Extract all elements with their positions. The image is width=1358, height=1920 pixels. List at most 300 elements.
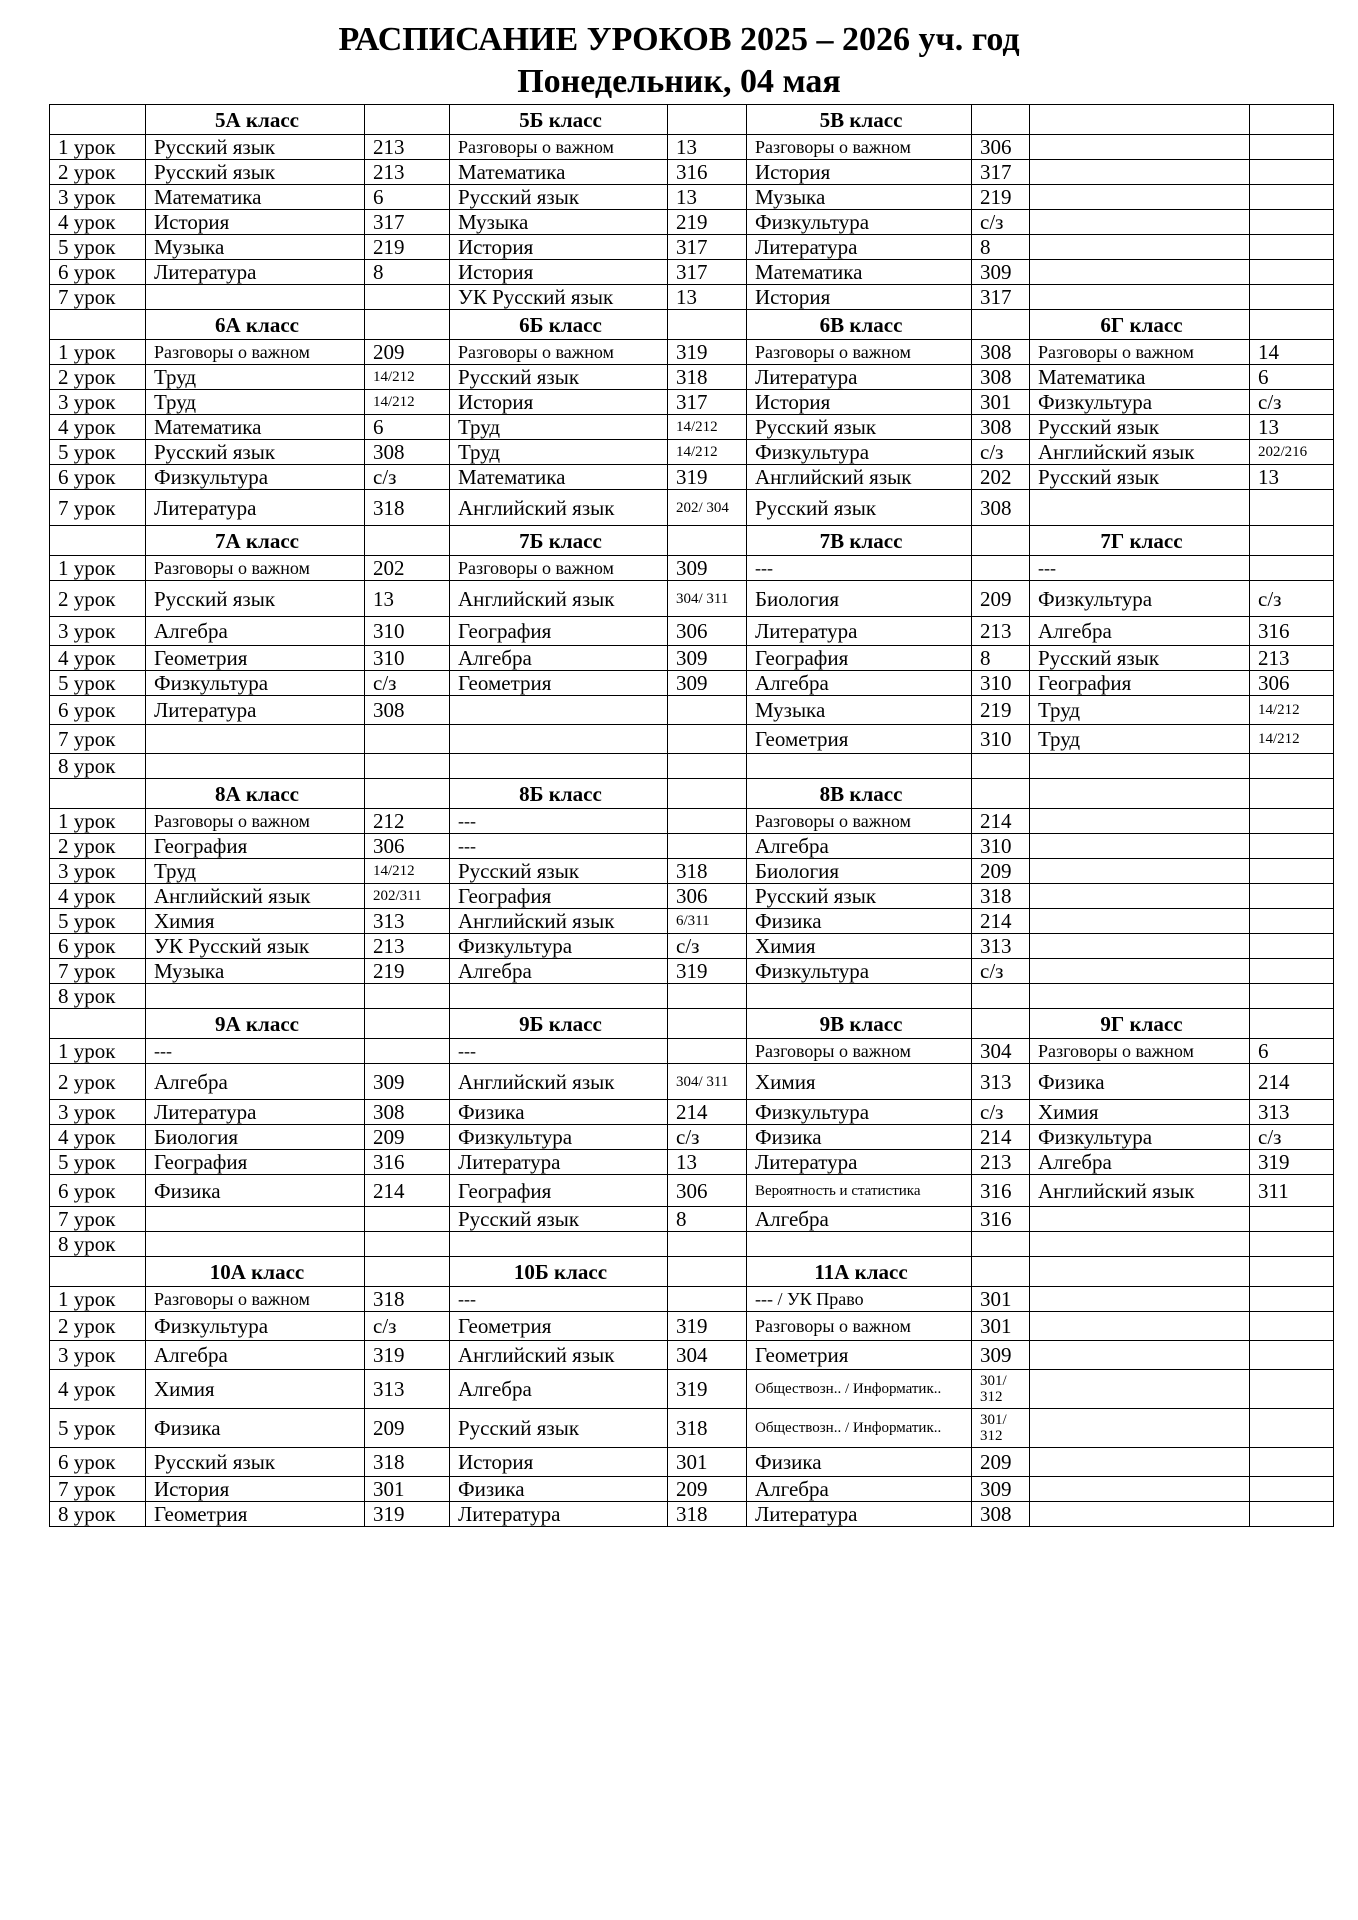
subject-cell: Русский язык <box>146 581 365 617</box>
lesson-row <box>50 1477 1334 1502</box>
subject-cell: Русский язык <box>146 1448 365 1477</box>
room-cell <box>1250 285 1334 310</box>
subject-cell: Литература <box>450 1502 668 1527</box>
class-name: 9Б класс <box>450 1009 668 1039</box>
subject-cell <box>450 725 668 754</box>
subject-cell: Русский язык <box>1030 465 1250 490</box>
room-cell: 319 <box>365 1502 450 1527</box>
subject-cell: Музыка <box>747 185 972 210</box>
room-cell: 213 <box>365 934 450 959</box>
lesson-row <box>50 556 1334 581</box>
subject-cell <box>1030 1448 1250 1477</box>
subject-cell <box>1030 160 1250 185</box>
room-cell: 308 <box>365 1100 450 1125</box>
subject-cell: История <box>450 235 668 260</box>
room-cell <box>1250 185 1334 210</box>
class-header-row <box>50 310 1334 340</box>
class-name: 6Г класс <box>1030 310 1250 340</box>
subject-cell: Физика <box>1030 1064 1250 1100</box>
lesson-row <box>50 859 1334 884</box>
room-cell <box>365 984 450 1009</box>
room-cell <box>1250 934 1334 959</box>
lesson-row <box>50 260 1334 285</box>
room-cell <box>1250 754 1334 779</box>
room-cell: 318 <box>365 1287 450 1312</box>
subject-cell: Разговоры о важном <box>450 340 668 365</box>
room-cell <box>668 809 747 834</box>
subject-cell: Английский язык <box>1030 1175 1250 1207</box>
lesson-row <box>50 1409 1334 1448</box>
room-cell: 6 <box>365 415 450 440</box>
subject-cell: Алгебра <box>146 1064 365 1100</box>
subject-cell: Физкультура <box>146 465 365 490</box>
subject-cell: Химия <box>146 909 365 934</box>
class-name: 10А класс <box>146 1257 365 1287</box>
room-cell: 13 <box>1250 465 1334 490</box>
subject-cell: География <box>146 1150 365 1175</box>
lesson-number: 8 урок <box>50 1502 146 1527</box>
room-cell: 213 <box>365 160 450 185</box>
room-cell <box>1250 859 1334 884</box>
header-room-cell <box>365 779 450 809</box>
room-cell: 309 <box>668 646 747 671</box>
subject-cell: --- <box>146 1039 365 1064</box>
subject-cell: Разговоры о важном <box>450 556 668 581</box>
class-name: 9В класс <box>747 1009 972 1039</box>
subject-cell: Химия <box>146 1370 365 1409</box>
subject-cell: География <box>747 646 972 671</box>
room-cell: 301/ 312 <box>972 1409 1030 1448</box>
room-cell: 306 <box>365 834 450 859</box>
room-cell <box>1250 909 1334 934</box>
subject-cell: География <box>146 834 365 859</box>
room-cell <box>365 1039 450 1064</box>
lesson-number: 7 урок <box>50 490 146 526</box>
class-name: 8В класс <box>747 779 972 809</box>
lesson-number: 5 урок <box>50 1409 146 1448</box>
room-cell: 306 <box>1250 671 1334 696</box>
room-cell: 301/ 312 <box>972 1370 1030 1409</box>
room-cell: 309 <box>668 556 747 581</box>
lesson-number: 1 урок <box>50 1287 146 1312</box>
subject-cell: Труд <box>1030 725 1250 754</box>
room-cell: 219 <box>972 185 1030 210</box>
subject-cell: Русский язык <box>146 135 365 160</box>
room-cell: 209 <box>972 1448 1030 1477</box>
room-cell: 202 <box>365 556 450 581</box>
subject-cell: История <box>450 390 668 415</box>
room-cell: 301 <box>972 390 1030 415</box>
room-cell: 310 <box>365 617 450 646</box>
room-cell: 14/212 <box>365 365 450 390</box>
room-cell <box>1250 1502 1334 1527</box>
room-cell: с/з <box>972 440 1030 465</box>
room-cell <box>1250 135 1334 160</box>
lesson-row <box>50 160 1334 185</box>
room-cell <box>1250 1409 1334 1448</box>
subject-cell: Разговоры о важном <box>747 1312 972 1341</box>
header-blank-cell <box>50 310 146 340</box>
lesson-number: 2 урок <box>50 581 146 617</box>
subject-cell <box>1030 984 1250 1009</box>
page-subtitle: Понедельник, 04 мая <box>517 63 841 100</box>
subject-cell: Физика <box>747 1448 972 1477</box>
lesson-number: 5 урок <box>50 440 146 465</box>
class-header-row <box>50 105 1334 135</box>
room-cell: 319 <box>668 1312 747 1341</box>
subject-cell: Труд <box>450 415 668 440</box>
subject-cell: Музыка <box>450 210 668 235</box>
room-cell: 13 <box>668 185 747 210</box>
room-cell <box>668 696 747 725</box>
subject-cell <box>1030 260 1250 285</box>
room-cell: 308 <box>365 696 450 725</box>
subject-cell <box>1030 1502 1250 1527</box>
header-room-cell <box>972 1009 1030 1039</box>
room-cell <box>1250 1341 1334 1370</box>
subject-cell: Разговоры о важном <box>1030 1039 1250 1064</box>
room-cell: 318 <box>668 859 747 884</box>
subject-cell: Алгебра <box>1030 617 1250 646</box>
class-name: 7А класс <box>146 526 365 556</box>
lesson-number: 2 урок <box>50 160 146 185</box>
room-cell <box>668 834 747 859</box>
lesson-number: 4 урок <box>50 1125 146 1150</box>
header-room-cell <box>668 1257 747 1287</box>
subject-cell <box>1030 754 1250 779</box>
room-cell <box>1250 809 1334 834</box>
class-name <box>1030 779 1250 809</box>
room-cell: 6/311 <box>668 909 747 934</box>
subject-cell: История <box>747 285 972 310</box>
subject-cell: Музыка <box>146 959 365 984</box>
subject-cell <box>1030 934 1250 959</box>
lesson-number: 4 урок <box>50 884 146 909</box>
header-room-cell <box>1250 1009 1334 1039</box>
room-cell <box>1250 1370 1334 1409</box>
subject-cell: Английский язык <box>747 465 972 490</box>
subject-cell <box>1030 1477 1250 1502</box>
room-cell: 317 <box>365 210 450 235</box>
subject-cell <box>1030 809 1250 834</box>
subject-cell: Литература <box>747 617 972 646</box>
subject-cell: Биология <box>747 581 972 617</box>
subject-cell <box>1030 135 1250 160</box>
lesson-row <box>50 834 1334 859</box>
lesson-row <box>50 1341 1334 1370</box>
header-blank-cell <box>50 1009 146 1039</box>
header-room-cell <box>365 1257 450 1287</box>
lesson-row <box>50 210 1334 235</box>
lesson-number: 7 урок <box>50 285 146 310</box>
subject-cell <box>1030 884 1250 909</box>
room-cell: 306 <box>972 135 1030 160</box>
header-room-cell <box>972 310 1030 340</box>
class-name: 8Б класс <box>450 779 668 809</box>
subject-cell <box>450 696 668 725</box>
room-cell: 318 <box>972 884 1030 909</box>
lesson-row <box>50 725 1334 754</box>
room-cell: 317 <box>668 235 747 260</box>
subject-cell: Геометрия <box>146 1502 365 1527</box>
room-cell: с/з <box>668 1125 747 1150</box>
subject-cell: Английский язык <box>450 909 668 934</box>
room-cell: 319 <box>1250 1150 1334 1175</box>
lesson-number: 3 урок <box>50 1100 146 1125</box>
room-cell: 310 <box>365 646 450 671</box>
subject-cell: Геометрия <box>450 671 668 696</box>
lesson-row <box>50 1232 1334 1257</box>
room-cell: 313 <box>365 909 450 934</box>
subject-cell: Физкультура <box>1030 581 1250 617</box>
room-cell: 317 <box>972 160 1030 185</box>
room-cell: 309 <box>668 671 747 696</box>
subject-cell: УК Русский язык <box>146 934 365 959</box>
room-cell <box>1250 1207 1334 1232</box>
lesson-number: 7 урок <box>50 959 146 984</box>
room-cell: с/з <box>365 465 450 490</box>
class-name: 8А класс <box>146 779 365 809</box>
room-cell: 214 <box>972 809 1030 834</box>
room-cell: 212 <box>365 809 450 834</box>
subject-cell: Труд <box>146 390 365 415</box>
room-cell: 214 <box>972 909 1030 934</box>
subject-cell: Литература <box>747 235 972 260</box>
lesson-number: 4 урок <box>50 415 146 440</box>
subject-cell: --- <box>450 1039 668 1064</box>
room-cell: 319 <box>668 465 747 490</box>
room-cell <box>1250 884 1334 909</box>
room-cell: 313 <box>972 934 1030 959</box>
subject-cell: Обществозн.. / Информатик.. <box>747 1409 972 1448</box>
subject-cell: Английский язык <box>450 581 668 617</box>
subject-cell: --- <box>450 1287 668 1312</box>
subject-cell: География <box>450 884 668 909</box>
room-cell: 209 <box>972 859 1030 884</box>
subject-cell <box>747 754 972 779</box>
room-cell <box>1250 160 1334 185</box>
subject-cell: История <box>146 210 365 235</box>
subject-cell: История <box>146 1477 365 1502</box>
room-cell: 219 <box>668 210 747 235</box>
subject-cell: Русский язык <box>747 884 972 909</box>
room-cell: 309 <box>365 1064 450 1100</box>
lesson-row <box>50 465 1334 490</box>
subject-cell: Литература <box>146 490 365 526</box>
room-cell: 213 <box>972 1150 1030 1175</box>
header-room-cell <box>1250 779 1334 809</box>
lesson-number: 5 урок <box>50 235 146 260</box>
room-cell <box>1250 834 1334 859</box>
subject-cell <box>146 725 365 754</box>
header-room-cell <box>668 310 747 340</box>
room-cell <box>972 1232 1030 1257</box>
lesson-number: 8 урок <box>50 1232 146 1257</box>
subject-cell: Алгебра <box>146 617 365 646</box>
header-room-cell <box>972 1257 1030 1287</box>
lesson-number: 1 урок <box>50 340 146 365</box>
room-cell: с/з <box>972 959 1030 984</box>
class-name: 9А класс <box>146 1009 365 1039</box>
room-cell: 308 <box>972 415 1030 440</box>
subject-cell <box>1030 235 1250 260</box>
room-cell: с/з <box>972 1100 1030 1125</box>
header-room-cell <box>365 526 450 556</box>
subject-cell: Разговоры о важном <box>747 340 972 365</box>
subject-cell <box>747 1232 972 1257</box>
subject-cell: Русский язык <box>450 1207 668 1232</box>
subject-cell <box>1030 1370 1250 1409</box>
header-room-cell <box>1250 526 1334 556</box>
lesson-row <box>50 1312 1334 1341</box>
room-cell: 301 <box>668 1448 747 1477</box>
room-cell <box>365 725 450 754</box>
class-name: 9Г класс <box>1030 1009 1250 1039</box>
subject-cell: Труд <box>450 440 668 465</box>
room-cell <box>668 1287 747 1312</box>
lesson-number: 3 урок <box>50 1341 146 1370</box>
header-room-cell <box>668 1009 747 1039</box>
room-cell: 13 <box>668 135 747 160</box>
subject-cell <box>450 754 668 779</box>
room-cell: 13 <box>365 581 450 617</box>
room-cell: 319 <box>365 1341 450 1370</box>
subject-cell: Английский язык <box>1030 440 1250 465</box>
subject-cell <box>450 984 668 1009</box>
subject-cell: Русский язык <box>747 415 972 440</box>
lesson-number: 1 урок <box>50 809 146 834</box>
header-room-cell <box>668 779 747 809</box>
class-name: 5Б класс <box>450 105 668 135</box>
room-cell: 318 <box>365 490 450 526</box>
subject-cell: Разговоры о важном <box>747 809 972 834</box>
lesson-row <box>50 1502 1334 1527</box>
class-header-row <box>50 526 1334 556</box>
subject-cell <box>1030 1312 1250 1341</box>
subject-cell: Разговоры о важном <box>747 135 972 160</box>
lesson-row <box>50 1100 1334 1125</box>
subject-cell: Алгебра <box>146 1341 365 1370</box>
subject-cell: Разговоры о важном <box>146 556 365 581</box>
lesson-number: 7 урок <box>50 725 146 754</box>
room-cell: с/з <box>365 1312 450 1341</box>
class-name <box>1030 1257 1250 1287</box>
room-cell: с/з <box>1250 390 1334 415</box>
header-room-cell <box>365 105 450 135</box>
room-cell: 304 <box>972 1039 1030 1064</box>
room-cell: 316 <box>972 1175 1030 1207</box>
lesson-row <box>50 415 1334 440</box>
room-cell: 318 <box>668 365 747 390</box>
room-cell: 309 <box>972 260 1030 285</box>
room-cell: 202/311 <box>365 884 450 909</box>
room-cell <box>668 1232 747 1257</box>
room-cell <box>1250 260 1334 285</box>
subject-cell <box>1030 1287 1250 1312</box>
header-room-cell <box>1250 310 1334 340</box>
subject-cell: География <box>1030 671 1250 696</box>
room-cell <box>1250 490 1334 526</box>
room-cell: 209 <box>365 340 450 365</box>
room-cell: с/з <box>668 934 747 959</box>
subject-cell: Русский язык <box>450 859 668 884</box>
lesson-row <box>50 1039 1334 1064</box>
lesson-number: 1 урок <box>50 135 146 160</box>
room-cell: 8 <box>972 646 1030 671</box>
room-cell: 313 <box>1250 1100 1334 1125</box>
schedule-table <box>49 104 1334 1527</box>
class-name: 5А класс <box>146 105 365 135</box>
room-cell: 304/ 311 <box>668 581 747 617</box>
lesson-number: 6 урок <box>50 465 146 490</box>
subject-cell: Химия <box>747 1064 972 1100</box>
room-cell <box>1250 959 1334 984</box>
subject-cell: Русский язык <box>1030 415 1250 440</box>
room-cell <box>365 285 450 310</box>
subject-cell <box>146 984 365 1009</box>
subject-cell <box>1030 285 1250 310</box>
room-cell: 319 <box>668 959 747 984</box>
lesson-row <box>50 490 1334 526</box>
room-cell: 209 <box>365 1125 450 1150</box>
room-cell: 219 <box>365 959 450 984</box>
room-cell <box>1250 1477 1334 1502</box>
subject-cell: --- <box>1030 556 1250 581</box>
lesson-row <box>50 390 1334 415</box>
subject-cell: Математика <box>146 185 365 210</box>
subject-cell: --- <box>450 809 668 834</box>
subject-cell: --- <box>450 834 668 859</box>
room-cell: 13 <box>668 285 747 310</box>
lesson-row <box>50 984 1334 1009</box>
room-cell: 306 <box>668 1175 747 1207</box>
subject-cell: Вероятность и статистика <box>747 1175 972 1207</box>
subject-cell: Физкультура <box>146 1312 365 1341</box>
subject-cell: Алгебра <box>747 834 972 859</box>
room-cell: 6 <box>365 185 450 210</box>
subject-cell: Алгебра <box>450 959 668 984</box>
lesson-row <box>50 135 1334 160</box>
room-cell <box>668 725 747 754</box>
room-cell: 8 <box>972 235 1030 260</box>
lesson-number: 8 урок <box>50 754 146 779</box>
room-cell: 301 <box>972 1312 1030 1341</box>
lesson-row <box>50 581 1334 617</box>
lesson-number: 2 урок <box>50 1312 146 1341</box>
lesson-number: 6 урок <box>50 260 146 285</box>
subject-cell: Разговоры о важном <box>146 1287 365 1312</box>
subject-cell: Разговоры о важном <box>146 809 365 834</box>
header-room-cell <box>972 779 1030 809</box>
room-cell: с/з <box>1250 1125 1334 1150</box>
room-cell: 301 <box>365 1477 450 1502</box>
header-blank-cell <box>50 105 146 135</box>
room-cell: 308 <box>365 440 450 465</box>
subject-cell: Математика <box>450 160 668 185</box>
subject-cell <box>1030 185 1250 210</box>
room-cell: 308 <box>972 340 1030 365</box>
subject-cell: Труд <box>146 365 365 390</box>
subject-cell <box>1030 1232 1250 1257</box>
lesson-number: 7 урок <box>50 1207 146 1232</box>
subject-cell: Алгебра <box>450 1370 668 1409</box>
header-blank-cell <box>50 1257 146 1287</box>
room-cell: 308 <box>972 490 1030 526</box>
room-cell: 214 <box>1250 1064 1334 1100</box>
subject-cell: Музыка <box>747 696 972 725</box>
header-room-cell <box>972 105 1030 135</box>
lesson-number: 3 урок <box>50 859 146 884</box>
